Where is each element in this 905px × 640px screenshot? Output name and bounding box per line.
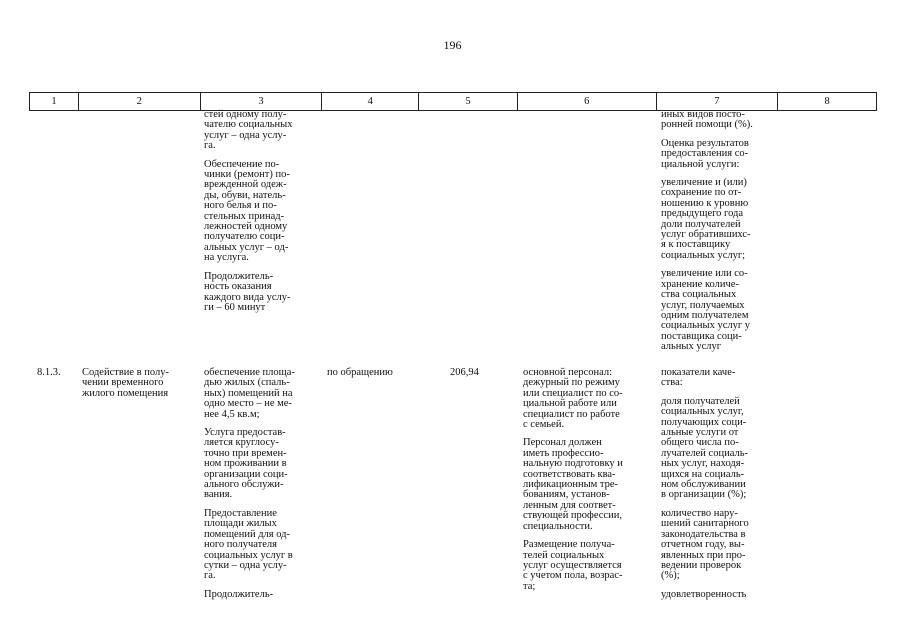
header-col-7: 7 [656,93,778,110]
service-quality-indicators [661,368,779,608]
service-conditions [523,368,656,600]
quality-indicator-para: количество нару- шений санитарного законодательства в отчетном году, вы- явленных при про- ведении проверок (%); [661,507,749,582]
service-tariff: 206,94 [450,367,479,378]
service-name-text: Содействие в полу- чении временного жилого помещения [82,367,169,399]
header-col-8: 8 [777,93,876,110]
service-conditions-para: Персонал должен иметь профессио- нальную подготовку и соответствовать ква- лификационным тре- бованиям, установ- ленным для соответ- ствующей профессии, специальности. [523,437,623,532]
service-content [204,368,322,608]
quality-indicator-para: удовлетворенность [661,588,747,600]
service-content-para: обеспечение площа- дью жилых (спаль- ных) помещений на одно место – не ме- нее 4,5 кв.м; [204,367,295,420]
continuation-col7-para: увеличение и (или) сохранение по от- ношению к уровню предыдущего года доли получателей услуг обратившихс- я к поставщику социальных услуг; [661,177,751,261]
continuation-col7-para: увеличение или со- хранение количе- ства социальных услуг, получаемых одним получателем социальных услуг у поставщика соци- альных услуг [661,268,751,353]
header-col-6: 6 [517,93,656,110]
header-col-1: 1 [51,96,57,107]
continuation-col7-para: иных видов посто- ронней помощи (%). [661,109,753,131]
service-content-para: Услуга предостав- ляется круглосу- точно при времен- ном проживании в организации соци- ального обслужи- вания. [204,427,288,501]
continuation-col7-para: Оценка результатов предоставления со- циальной услуги: [661,137,749,170]
quality-indicator-para: показатели каче- ства: [661,367,736,389]
continuation-col3-para: Продолжитель- ность оказания каждого вида услу- ги – 60 минут [204,270,291,313]
quality-indicator-para: доля получателей социальных услуг, получающих соци- альные услуги от общего числа по- лучателей социаль- ных услуг, находя- щихся на социаль- ном обслуживании в организации (%); [661,395,748,501]
continuation-col3-para: стей одному полу- чателю социальных услуг – одна услу- га. [204,109,293,152]
header-col-3: 3 [200,93,322,110]
row-number: 8.1.3. [37,367,61,378]
service-name [82,368,200,407]
continuation-col-3 [204,110,322,321]
service-content-para: Продолжитель- [204,588,274,600]
service-conditions-para: основной персонал: дежурный по режиму или специалист по со- циальной работе или специалист по работе с семьей. [523,367,623,431]
header-col-2: 2 [78,93,200,110]
service-conditions-para: Размещение получа- телей социальных услуг осуществляется с учетом пола, возрас- та; [523,539,623,592]
header-col-5: 5 [418,93,517,110]
service-content-para: Предоставление площади жилых помещений для од- ного получателя социальных услуг в сутки – одна услу- га. [204,507,293,582]
continuation-col3-para: Обеспечение по- чинки (ремонт) по- врежденной одеж- ды, обуви, натель- ного белья и по- стельных принад- лежностей одному получателю соци- альных услуг – од- на услуга. [204,158,290,264]
service-frequency: по обращению [327,367,393,378]
table-header-row [29,92,877,111]
page-number: 196 [443,38,462,52]
continuation-col-7 [661,110,779,361]
header-col-4: 4 [321,93,418,110]
